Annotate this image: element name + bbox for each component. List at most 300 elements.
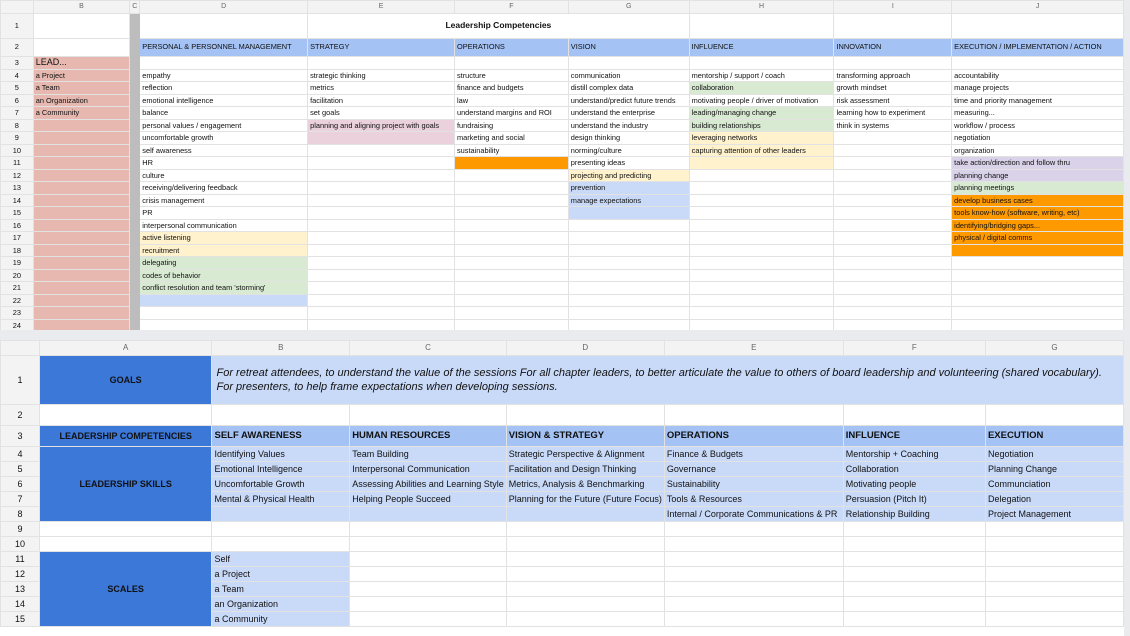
cell[interactable] bbox=[308, 294, 455, 307]
competency-cell-j[interactable]: planning meetings bbox=[952, 182, 1124, 195]
frozen-divider[interactable] bbox=[130, 269, 140, 282]
competency-cell-j[interactable]: measuring... bbox=[952, 107, 1124, 120]
cell[interactable] bbox=[568, 257, 689, 270]
cell[interactable] bbox=[506, 405, 664, 426]
competency-cell-j[interactable]: workflow / process bbox=[952, 119, 1124, 132]
lead-item[interactable]: a Team bbox=[33, 82, 130, 95]
scale-item[interactable]: Self bbox=[212, 552, 350, 567]
row-number[interactable]: 7 bbox=[1, 492, 40, 507]
cell[interactable] bbox=[454, 269, 568, 282]
cell[interactable] bbox=[664, 537, 843, 552]
cell[interactable] bbox=[664, 567, 843, 582]
cell[interactable] bbox=[308, 132, 455, 145]
frozen-divider[interactable] bbox=[130, 232, 140, 245]
cell[interactable] bbox=[140, 56, 308, 69]
row-number[interactable]: 10 bbox=[1, 144, 34, 157]
frozen-divider[interactable] bbox=[130, 169, 140, 182]
cell[interactable] bbox=[985, 405, 1123, 426]
cell[interactable] bbox=[140, 294, 308, 307]
cell[interactable] bbox=[689, 294, 834, 307]
competency-cell-g[interactable]: distill complex data bbox=[568, 82, 689, 95]
frozen-divider[interactable] bbox=[130, 144, 140, 157]
cell[interactable] bbox=[308, 282, 455, 295]
competency-cell-e[interactable]: strategic thinking bbox=[308, 69, 455, 82]
cell[interactable] bbox=[33, 269, 130, 282]
cell[interactable] bbox=[689, 182, 834, 195]
cell[interactable] bbox=[33, 38, 130, 56]
competency-cell-f[interactable]: finance and budgets bbox=[454, 82, 568, 95]
cell[interactable] bbox=[33, 232, 130, 245]
row-number[interactable]: 12 bbox=[1, 169, 34, 182]
cell[interactable] bbox=[140, 319, 308, 330]
competency-cell-d[interactable]: balance bbox=[140, 107, 308, 120]
competency-cell-d[interactable]: interpersonal communication bbox=[140, 219, 308, 232]
skill-operations[interactable]: Tools & Resources bbox=[664, 492, 843, 507]
frozen-divider[interactable] bbox=[130, 244, 140, 257]
cell[interactable] bbox=[350, 597, 507, 612]
cell[interactable] bbox=[350, 552, 507, 567]
competency-cell-d[interactable]: PR bbox=[140, 207, 308, 220]
cell[interactable] bbox=[568, 282, 689, 295]
skill-self-awareness[interactable]: Mental & Physical Health bbox=[212, 492, 350, 507]
frozen-divider[interactable] bbox=[130, 69, 140, 82]
lead-item[interactable]: an Organization bbox=[33, 94, 130, 107]
competency-operations[interactable]: OPERATIONS bbox=[664, 426, 843, 447]
cell[interactable] bbox=[33, 182, 130, 195]
competency-human-resources[interactable]: HUMAN RESOURCES bbox=[350, 426, 507, 447]
skill-vision-strategy[interactable]: Facilitation and Design Thinking bbox=[506, 462, 664, 477]
skill-influence[interactable]: Mentorship + Coaching bbox=[843, 447, 985, 462]
cell[interactable] bbox=[689, 194, 834, 207]
cell[interactable] bbox=[350, 567, 507, 582]
row-number[interactable]: 11 bbox=[1, 552, 40, 567]
col-header-c[interactable]: C bbox=[130, 1, 140, 14]
cell[interactable] bbox=[985, 612, 1123, 627]
cell[interactable] bbox=[952, 282, 1124, 295]
cell[interactable] bbox=[33, 169, 130, 182]
row-number[interactable]: 19 bbox=[1, 257, 34, 270]
frozen-divider[interactable] bbox=[130, 38, 140, 56]
row-number[interactable]: 14 bbox=[1, 597, 40, 612]
skill-execution[interactable]: Communciation bbox=[985, 477, 1123, 492]
col-header-j[interactable]: J bbox=[952, 1, 1124, 14]
lead-item[interactable]: a Project bbox=[33, 69, 130, 82]
cell[interactable] bbox=[689, 207, 834, 220]
cell[interactable] bbox=[33, 257, 130, 270]
competency-cell-j[interactable]: tools know-how (software, writing, etc) bbox=[952, 207, 1124, 220]
competency-cell-j[interactable]: planning change bbox=[952, 169, 1124, 182]
cell[interactable] bbox=[689, 307, 834, 320]
cell[interactable] bbox=[689, 244, 834, 257]
cell[interactable] bbox=[33, 132, 130, 145]
cell[interactable] bbox=[33, 119, 130, 132]
cell[interactable] bbox=[843, 582, 985, 597]
cell[interactable] bbox=[506, 597, 664, 612]
competency-cell-d[interactable]: uncomfortable growth bbox=[140, 132, 308, 145]
competency-cell-j[interactable]: manage projects bbox=[952, 82, 1124, 95]
cell[interactable] bbox=[454, 257, 568, 270]
cell[interactable] bbox=[33, 194, 130, 207]
competency-cell-j[interactable]: accountability bbox=[952, 69, 1124, 82]
cell[interactable] bbox=[834, 232, 952, 245]
category-operations[interactable]: OPERATIONS bbox=[454, 38, 568, 56]
cell[interactable] bbox=[985, 522, 1123, 537]
cell[interactable] bbox=[506, 507, 664, 522]
row-number[interactable]: 16 bbox=[1, 219, 34, 232]
cell[interactable] bbox=[506, 582, 664, 597]
category-vision[interactable]: VISION bbox=[568, 38, 689, 56]
frozen-divider[interactable] bbox=[130, 13, 140, 38]
row-number[interactable]: 22 bbox=[1, 294, 34, 307]
cell[interactable] bbox=[454, 169, 568, 182]
competency-cell-h[interactable]: collaboration bbox=[689, 82, 834, 95]
cell[interactable] bbox=[39, 537, 212, 552]
row-number[interactable]: 11 bbox=[1, 157, 34, 170]
competency-cell-d[interactable]: emotional intelligence bbox=[140, 94, 308, 107]
competency-cell-j[interactable]: identifying/bridging gaps... bbox=[952, 219, 1124, 232]
competency-cell-h[interactable]: capturing attention of other leaders bbox=[689, 144, 834, 157]
cell[interactable] bbox=[454, 232, 568, 245]
cell[interactable] bbox=[834, 157, 952, 170]
cell[interactable] bbox=[454, 157, 568, 170]
cell[interactable] bbox=[350, 612, 507, 627]
frozen-divider[interactable] bbox=[130, 94, 140, 107]
cell[interactable] bbox=[454, 244, 568, 257]
skill-vision-strategy[interactable]: Strategic Perspective & Alignment bbox=[506, 447, 664, 462]
competency-cell-h[interactable]: motivating people / driver of motivation bbox=[689, 94, 834, 107]
cell[interactable] bbox=[952, 319, 1124, 330]
cell[interactable] bbox=[843, 612, 985, 627]
competency-cell-j[interactable]: negotiation bbox=[952, 132, 1124, 145]
row-number[interactable]: 6 bbox=[1, 94, 34, 107]
cell[interactable] bbox=[834, 257, 952, 270]
col-header-e[interactable]: E bbox=[664, 341, 843, 356]
competency-cell-i[interactable]: think in systems bbox=[834, 119, 952, 132]
cell[interactable] bbox=[568, 219, 689, 232]
cell[interactable] bbox=[664, 522, 843, 537]
category-execution[interactable]: EXECUTION / IMPLEMENTATION / ACTION bbox=[952, 38, 1124, 56]
corner-cell[interactable] bbox=[1, 1, 34, 14]
cell[interactable] bbox=[308, 307, 455, 320]
sheet-title[interactable]: Leadership Competencies bbox=[308, 13, 690, 38]
cell[interactable] bbox=[568, 207, 689, 220]
cell[interactable] bbox=[689, 56, 834, 69]
cell[interactable] bbox=[568, 294, 689, 307]
cell[interactable] bbox=[308, 319, 455, 330]
competency-cell-d[interactable]: reflection bbox=[140, 82, 308, 95]
row-number[interactable]: 13 bbox=[1, 582, 40, 597]
cell[interactable] bbox=[454, 56, 568, 69]
skill-vision-strategy[interactable]: Planning for the Future (Future Focus) bbox=[506, 492, 664, 507]
skill-self-awareness[interactable]: Emotional Intelligence bbox=[212, 462, 350, 477]
cell[interactable] bbox=[834, 294, 952, 307]
col-header-g[interactable]: G bbox=[568, 1, 689, 14]
frozen-divider[interactable] bbox=[130, 182, 140, 195]
skill-operations[interactable]: Sustainability bbox=[664, 477, 843, 492]
row-number[interactable]: 3 bbox=[1, 426, 40, 447]
cell[interactable] bbox=[834, 207, 952, 220]
competency-cell-f[interactable]: sustainability bbox=[454, 144, 568, 157]
competency-cell-i[interactable]: learning how to experiment bbox=[834, 107, 952, 120]
cell[interactable] bbox=[689, 169, 834, 182]
row-number[interactable]: 1 bbox=[1, 13, 34, 38]
cell[interactable] bbox=[506, 567, 664, 582]
col-header-d[interactable]: D bbox=[506, 341, 664, 356]
cell[interactable] bbox=[689, 269, 834, 282]
row-number[interactable]: 15 bbox=[1, 612, 40, 627]
frozen-divider[interactable] bbox=[130, 82, 140, 95]
col-header-h[interactable]: H bbox=[689, 1, 834, 14]
cell[interactable] bbox=[834, 182, 952, 195]
cell[interactable] bbox=[843, 597, 985, 612]
cell[interactable] bbox=[843, 522, 985, 537]
cell[interactable] bbox=[308, 244, 455, 257]
cell[interactable] bbox=[568, 307, 689, 320]
cell[interactable] bbox=[454, 307, 568, 320]
competency-cell-j[interactable]: time and priority management bbox=[952, 94, 1124, 107]
cell[interactable] bbox=[212, 522, 350, 537]
frozen-divider[interactable] bbox=[130, 107, 140, 120]
cell[interactable] bbox=[834, 132, 952, 145]
cell[interactable] bbox=[39, 522, 212, 537]
row-number[interactable]: 2 bbox=[1, 38, 34, 56]
row-number[interactable]: 3 bbox=[1, 56, 34, 69]
competency-cell-j[interactable]: take action/direction and follow thru bbox=[952, 157, 1124, 170]
row-number[interactable]: 13 bbox=[1, 182, 34, 195]
cell[interactable] bbox=[33, 13, 130, 38]
cell[interactable] bbox=[843, 552, 985, 567]
cell[interactable] bbox=[506, 522, 664, 537]
competency-cell-e[interactable]: planning and aligning project with goals bbox=[308, 119, 455, 132]
lead-item[interactable]: a Community bbox=[33, 107, 130, 120]
competency-cell-g[interactable]: design thinking bbox=[568, 132, 689, 145]
skill-human-resources[interactable]: Team Building bbox=[350, 447, 507, 462]
competency-cell-j[interactable]: develop business cases bbox=[952, 194, 1124, 207]
row-number[interactable]: 6 bbox=[1, 477, 40, 492]
row-number[interactable]: 21 bbox=[1, 282, 34, 295]
cell[interactable] bbox=[308, 232, 455, 245]
row-number[interactable]: 4 bbox=[1, 69, 34, 82]
skill-execution[interactable]: Negotiation bbox=[985, 447, 1123, 462]
scales-label[interactable]: SCALES bbox=[39, 552, 212, 627]
scale-item[interactable]: an Organization bbox=[212, 597, 350, 612]
competency-cell-d[interactable]: recruitment bbox=[140, 244, 308, 257]
skill-self-awareness[interactable]: Uncomfortable Growth bbox=[212, 477, 350, 492]
cell[interactable] bbox=[568, 232, 689, 245]
frozen-divider[interactable] bbox=[130, 282, 140, 295]
row-number[interactable]: 24 bbox=[1, 319, 34, 330]
row-number[interactable]: 2 bbox=[1, 405, 40, 426]
skill-operations[interactable]: Internal / Corporate Communications & PR bbox=[664, 507, 843, 522]
competency-cell-d[interactable]: receiving/delivering feedback bbox=[140, 182, 308, 195]
competency-cell-d[interactable]: empathy bbox=[140, 69, 308, 82]
category-innovation[interactable]: INNOVATION bbox=[834, 38, 952, 56]
row-number[interactable]: 9 bbox=[1, 132, 34, 145]
row-number[interactable]: 17 bbox=[1, 232, 34, 245]
competency-vision-strategy[interactable]: VISION & STRATEGY bbox=[506, 426, 664, 447]
competency-cell-f[interactable]: law bbox=[454, 94, 568, 107]
competency-cell-g[interactable]: understand the industry bbox=[568, 119, 689, 132]
cell[interactable] bbox=[39, 405, 212, 426]
cell[interactable] bbox=[568, 56, 689, 69]
skill-operations[interactable]: Governance bbox=[664, 462, 843, 477]
cell[interactable] bbox=[33, 157, 130, 170]
competency-cell-d[interactable]: active listening bbox=[140, 232, 308, 245]
competency-cell-g[interactable]: presenting ideas bbox=[568, 157, 689, 170]
category-strategy[interactable]: STRATEGY bbox=[308, 38, 455, 56]
cell[interactable] bbox=[985, 597, 1123, 612]
cell[interactable] bbox=[33, 244, 130, 257]
cell[interactable] bbox=[689, 232, 834, 245]
cell[interactable] bbox=[308, 194, 455, 207]
frozen-divider[interactable] bbox=[130, 207, 140, 220]
cell[interactable] bbox=[506, 612, 664, 627]
row-number[interactable]: 20 bbox=[1, 269, 34, 282]
goals-text[interactable]: For retreat attendees, to understand the value of the sessions For all chapter leaders, to better articulate the value to others of board leadership and volunteering (shared vocabulary). For presenters, to help frame expectations when developing sessions. bbox=[212, 356, 1124, 405]
competency-cell-g[interactable]: understand/predict future trends bbox=[568, 94, 689, 107]
cell[interactable] bbox=[308, 157, 455, 170]
cell[interactable] bbox=[834, 144, 952, 157]
col-header-i[interactable]: I bbox=[834, 1, 952, 14]
cell[interactable] bbox=[689, 257, 834, 270]
competency-cell-d[interactable]: delegating bbox=[140, 257, 308, 270]
cell[interactable] bbox=[952, 294, 1124, 307]
competency-self-awareness[interactable]: SELF AWARENESS bbox=[212, 426, 350, 447]
competency-cell-d[interactable]: conflict resolution and team 'storming' bbox=[140, 282, 308, 295]
cell[interactable] bbox=[454, 319, 568, 330]
cell[interactable] bbox=[308, 219, 455, 232]
cell[interactable] bbox=[454, 182, 568, 195]
frozen-divider[interactable] bbox=[130, 257, 140, 270]
skill-human-resources[interactable]: Helping People Succeed bbox=[350, 492, 507, 507]
cell[interactable] bbox=[308, 207, 455, 220]
skill-influence[interactable]: Persuasion (Pitch It) bbox=[843, 492, 985, 507]
competency-cell-d[interactable]: HR bbox=[140, 157, 308, 170]
competency-cell-f[interactable]: fundraising bbox=[454, 119, 568, 132]
competency-cell-j[interactable]: organization bbox=[952, 144, 1124, 157]
cell[interactable] bbox=[952, 269, 1124, 282]
cell[interactable] bbox=[568, 269, 689, 282]
cell[interactable] bbox=[834, 56, 952, 69]
cell[interactable] bbox=[834, 194, 952, 207]
competency-influence[interactable]: INFLUENCE bbox=[843, 426, 985, 447]
competency-cell-d[interactable]: culture bbox=[140, 169, 308, 182]
cell[interactable] bbox=[689, 13, 834, 38]
cell[interactable] bbox=[33, 207, 130, 220]
skill-influence[interactable]: Relationship Building bbox=[843, 507, 985, 522]
frozen-divider[interactable] bbox=[130, 194, 140, 207]
cell[interactable] bbox=[506, 552, 664, 567]
cell[interactable] bbox=[350, 507, 507, 522]
cell[interactable] bbox=[568, 319, 689, 330]
cell[interactable] bbox=[308, 56, 455, 69]
cell[interactable] bbox=[33, 219, 130, 232]
frozen-divider[interactable] bbox=[130, 319, 140, 330]
competency-cell-e[interactable]: facilitation bbox=[308, 94, 455, 107]
row-number[interactable]: 14 bbox=[1, 194, 34, 207]
cell[interactable] bbox=[985, 567, 1123, 582]
cell[interactable] bbox=[952, 56, 1124, 69]
row-number[interactable]: 5 bbox=[1, 462, 40, 477]
cell[interactable] bbox=[454, 207, 568, 220]
scale-item[interactable]: a Team bbox=[212, 582, 350, 597]
skill-execution[interactable]: Project Management bbox=[985, 507, 1123, 522]
cell[interactable] bbox=[952, 13, 1124, 38]
col-header-d[interactable]: D bbox=[140, 1, 308, 14]
cell[interactable] bbox=[834, 169, 952, 182]
cell[interactable] bbox=[664, 597, 843, 612]
skill-human-resources[interactable]: Interpersonal Communication bbox=[350, 462, 507, 477]
category-personal[interactable]: PERSONAL & PERSONNEL MANAGEMENT bbox=[140, 38, 308, 56]
cell[interactable] bbox=[952, 257, 1124, 270]
competency-cell-g[interactable]: prevention bbox=[568, 182, 689, 195]
skill-influence[interactable]: Collaboration bbox=[843, 462, 985, 477]
row-number[interactable]: 18 bbox=[1, 244, 34, 257]
cell[interactable] bbox=[664, 552, 843, 567]
row-number[interactable]: 8 bbox=[1, 507, 40, 522]
skill-execution[interactable]: Planning Change bbox=[985, 462, 1123, 477]
cell[interactable] bbox=[506, 537, 664, 552]
competency-cell-j[interactable]: physical / digital comms bbox=[952, 232, 1124, 245]
skill-human-resources[interactable]: Assessing Abilities and Learning Style bbox=[350, 477, 507, 492]
competency-cell-h[interactable]: building relationships bbox=[689, 119, 834, 132]
cell[interactable] bbox=[212, 507, 350, 522]
cell[interactable] bbox=[568, 244, 689, 257]
cell[interactable] bbox=[834, 244, 952, 257]
cell[interactable] bbox=[834, 219, 952, 232]
row-number[interactable]: 1 bbox=[1, 356, 40, 405]
competency-cell-d[interactable]: codes of behavior bbox=[140, 269, 308, 282]
scale-item[interactable]: a Community bbox=[212, 612, 350, 627]
competency-cell-d[interactable]: personal values / engagement bbox=[140, 119, 308, 132]
cell[interactable] bbox=[454, 219, 568, 232]
cell[interactable] bbox=[664, 405, 843, 426]
col-header-b[interactable]: B bbox=[212, 341, 350, 356]
cell[interactable] bbox=[689, 219, 834, 232]
cell[interactable] bbox=[843, 405, 985, 426]
skill-vision-strategy[interactable]: Metrics, Analysis & Benchmarking bbox=[506, 477, 664, 492]
cell[interactable] bbox=[664, 612, 843, 627]
competency-cell-i[interactable]: risk assessment bbox=[834, 94, 952, 107]
cell[interactable] bbox=[33, 282, 130, 295]
cell[interactable] bbox=[689, 157, 834, 170]
competency-cell-e[interactable]: metrics bbox=[308, 82, 455, 95]
competency-cell-g[interactable]: norming/culture bbox=[568, 144, 689, 157]
cell[interactable] bbox=[834, 307, 952, 320]
row-number[interactable]: 4 bbox=[1, 447, 40, 462]
col-header-a[interactable]: A bbox=[39, 341, 212, 356]
frozen-divider[interactable] bbox=[130, 157, 140, 170]
cell[interactable] bbox=[308, 269, 455, 282]
scale-item[interactable]: a Project bbox=[212, 567, 350, 582]
frozen-divider[interactable] bbox=[130, 132, 140, 145]
competency-cell-f[interactable]: understand margins and ROI bbox=[454, 107, 568, 120]
competency-cell-g[interactable]: manage expectations bbox=[568, 194, 689, 207]
cell[interactable] bbox=[985, 537, 1123, 552]
col-header-e[interactable]: E bbox=[308, 1, 455, 14]
cell[interactable] bbox=[33, 144, 130, 157]
skill-self-awareness[interactable]: Identifying Values bbox=[212, 447, 350, 462]
cell[interactable] bbox=[834, 282, 952, 295]
cell[interactable] bbox=[140, 13, 308, 38]
cell[interactable] bbox=[350, 582, 507, 597]
row-number[interactable]: 15 bbox=[1, 207, 34, 220]
cell[interactable] bbox=[33, 307, 130, 320]
cell[interactable] bbox=[843, 537, 985, 552]
cell[interactable] bbox=[308, 182, 455, 195]
competency-cell-g[interactable]: projecting and predicting bbox=[568, 169, 689, 182]
competency-cell-h[interactable]: leveraging networks bbox=[689, 132, 834, 145]
